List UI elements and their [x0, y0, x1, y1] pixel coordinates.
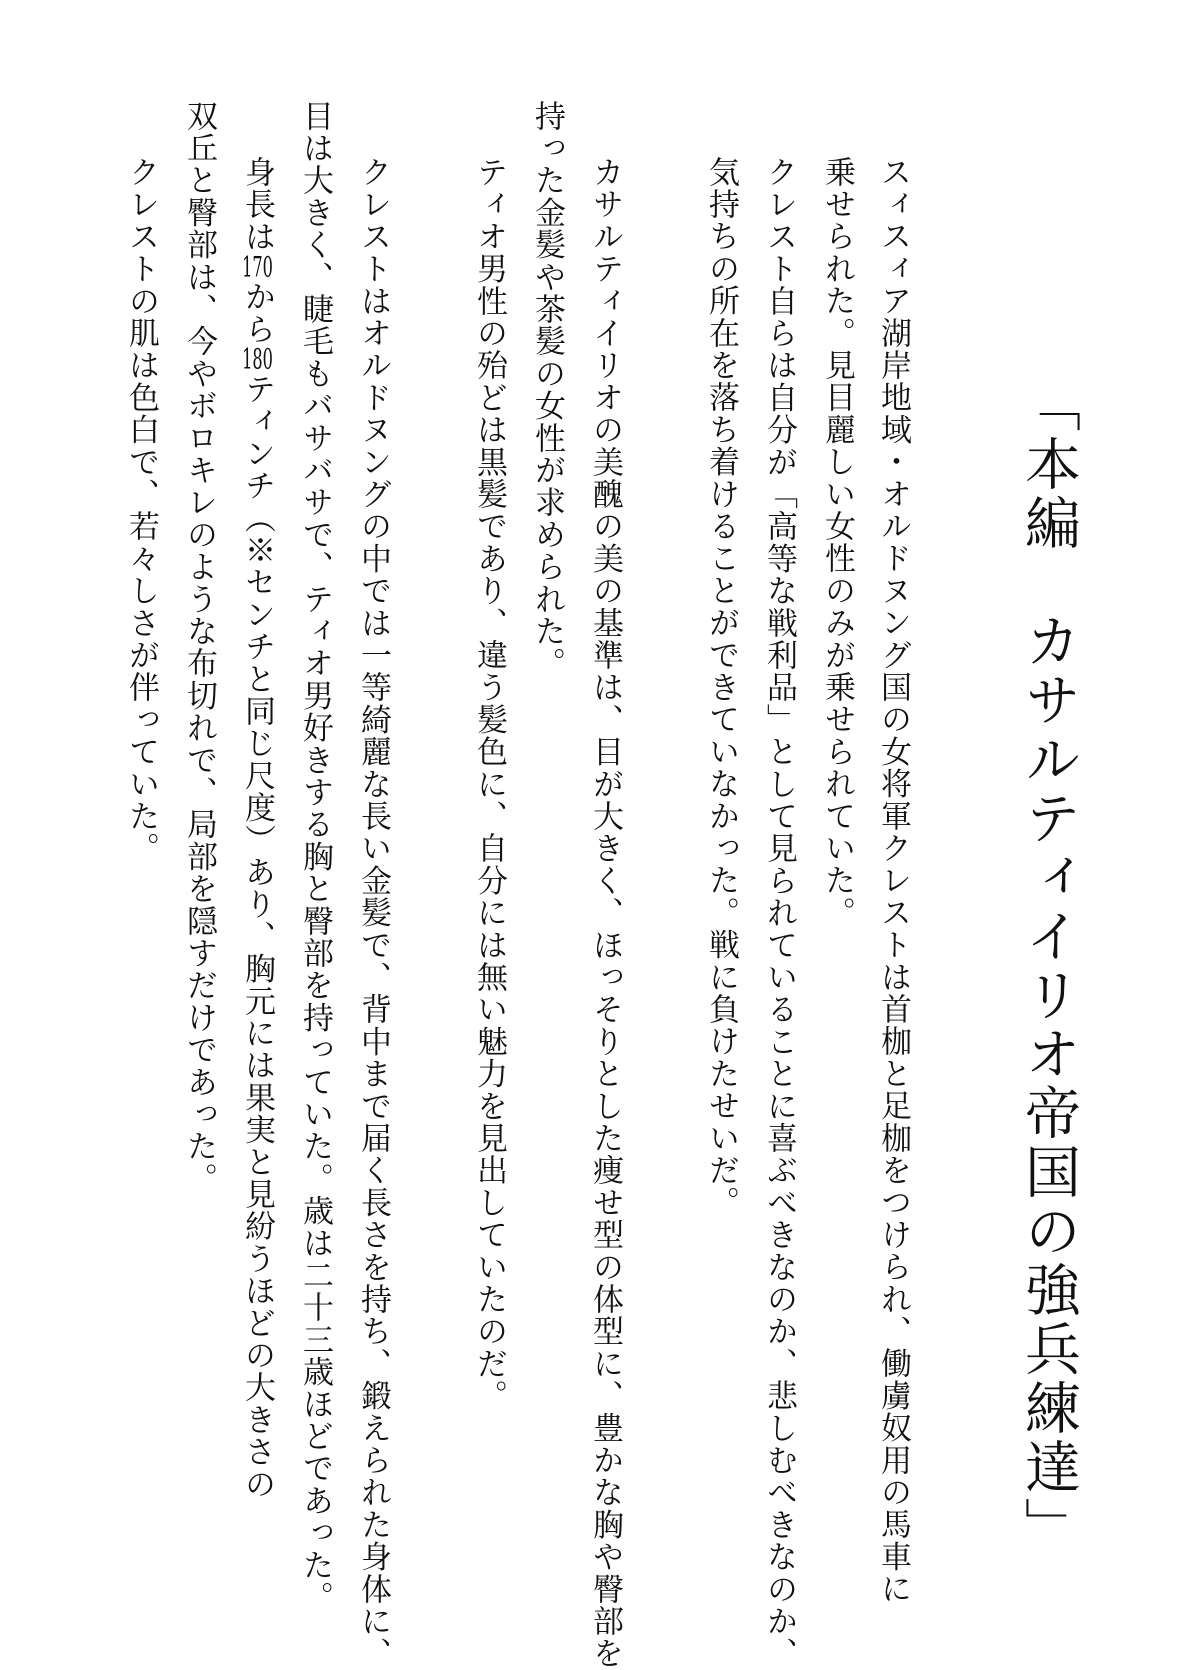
- text-line-10: [232, 124, 275, 1524]
- text-line-3: クレスト自らは自分が「高等な戦利品」として見られていることに喜ぶべきなのか、悲しむべきなのか、: [761, 124, 797, 1670]
- text-line-4: 気持ちの所在を落ち着けることができていなかった。戦に負けたせいだ。: [703, 156, 739, 1219]
- text-line-1: スィスィア湖岸地域・オルドヌング国の女将軍クレストは首枷と足枷をつけられ、働虜奴用の馬車に: [875, 156, 911, 1605]
- height-text-after: ティンチ（※センチと同じ尺度）あり、胸元には果実と見紛うほどの大きさの: [239, 373, 275, 1501]
- text-line-9: 目は大きく、睫毛もバサバサで、ティオ男好きする胸と臀部を持っていた。歳は二十三歳ほどであった。: [297, 100, 333, 1614]
- text-line-8: クレストはオルドヌングの中では一等綺麗な長い金髪で、背中まで届く長さを持ち、鍛えられた身体に、: [355, 124, 391, 1670]
- text-line-12: クレストの肌は色白で、若々しさが伴っていた。: [123, 124, 159, 865]
- height-text-before: 身長は: [239, 124, 275, 253]
- text-line-5: カサルティイリオの美醜の美の基準は、目が大きく、ほっそりとした痩せ型の体型に、豊かな胸や臀部を: [587, 124, 623, 1670]
- text-line-11: 双丘と臀部は、今やボロキレのような布切れで、局部を隠すだけであった。: [181, 100, 217, 1195]
- text-line-2: 乗せられた。見目麗しい女性のみが乗せられていた。: [819, 156, 855, 929]
- text-line-7: ティオ男性の殆どは黒髪であり、違う髪色に、自分には無い魅力を見出していたのだ。: [471, 124, 507, 1413]
- chapter-title: 「本編 カサルティイリオ帝国の強兵練達」: [1016, 376, 1081, 1556]
- height-number-max: 180: [242, 345, 273, 374]
- height-text-mid: から: [239, 280, 275, 346]
- height-number-min: 170: [242, 252, 273, 281]
- text-line-6: 持った金髪や茶髪の女性が求められた。: [529, 100, 565, 680]
